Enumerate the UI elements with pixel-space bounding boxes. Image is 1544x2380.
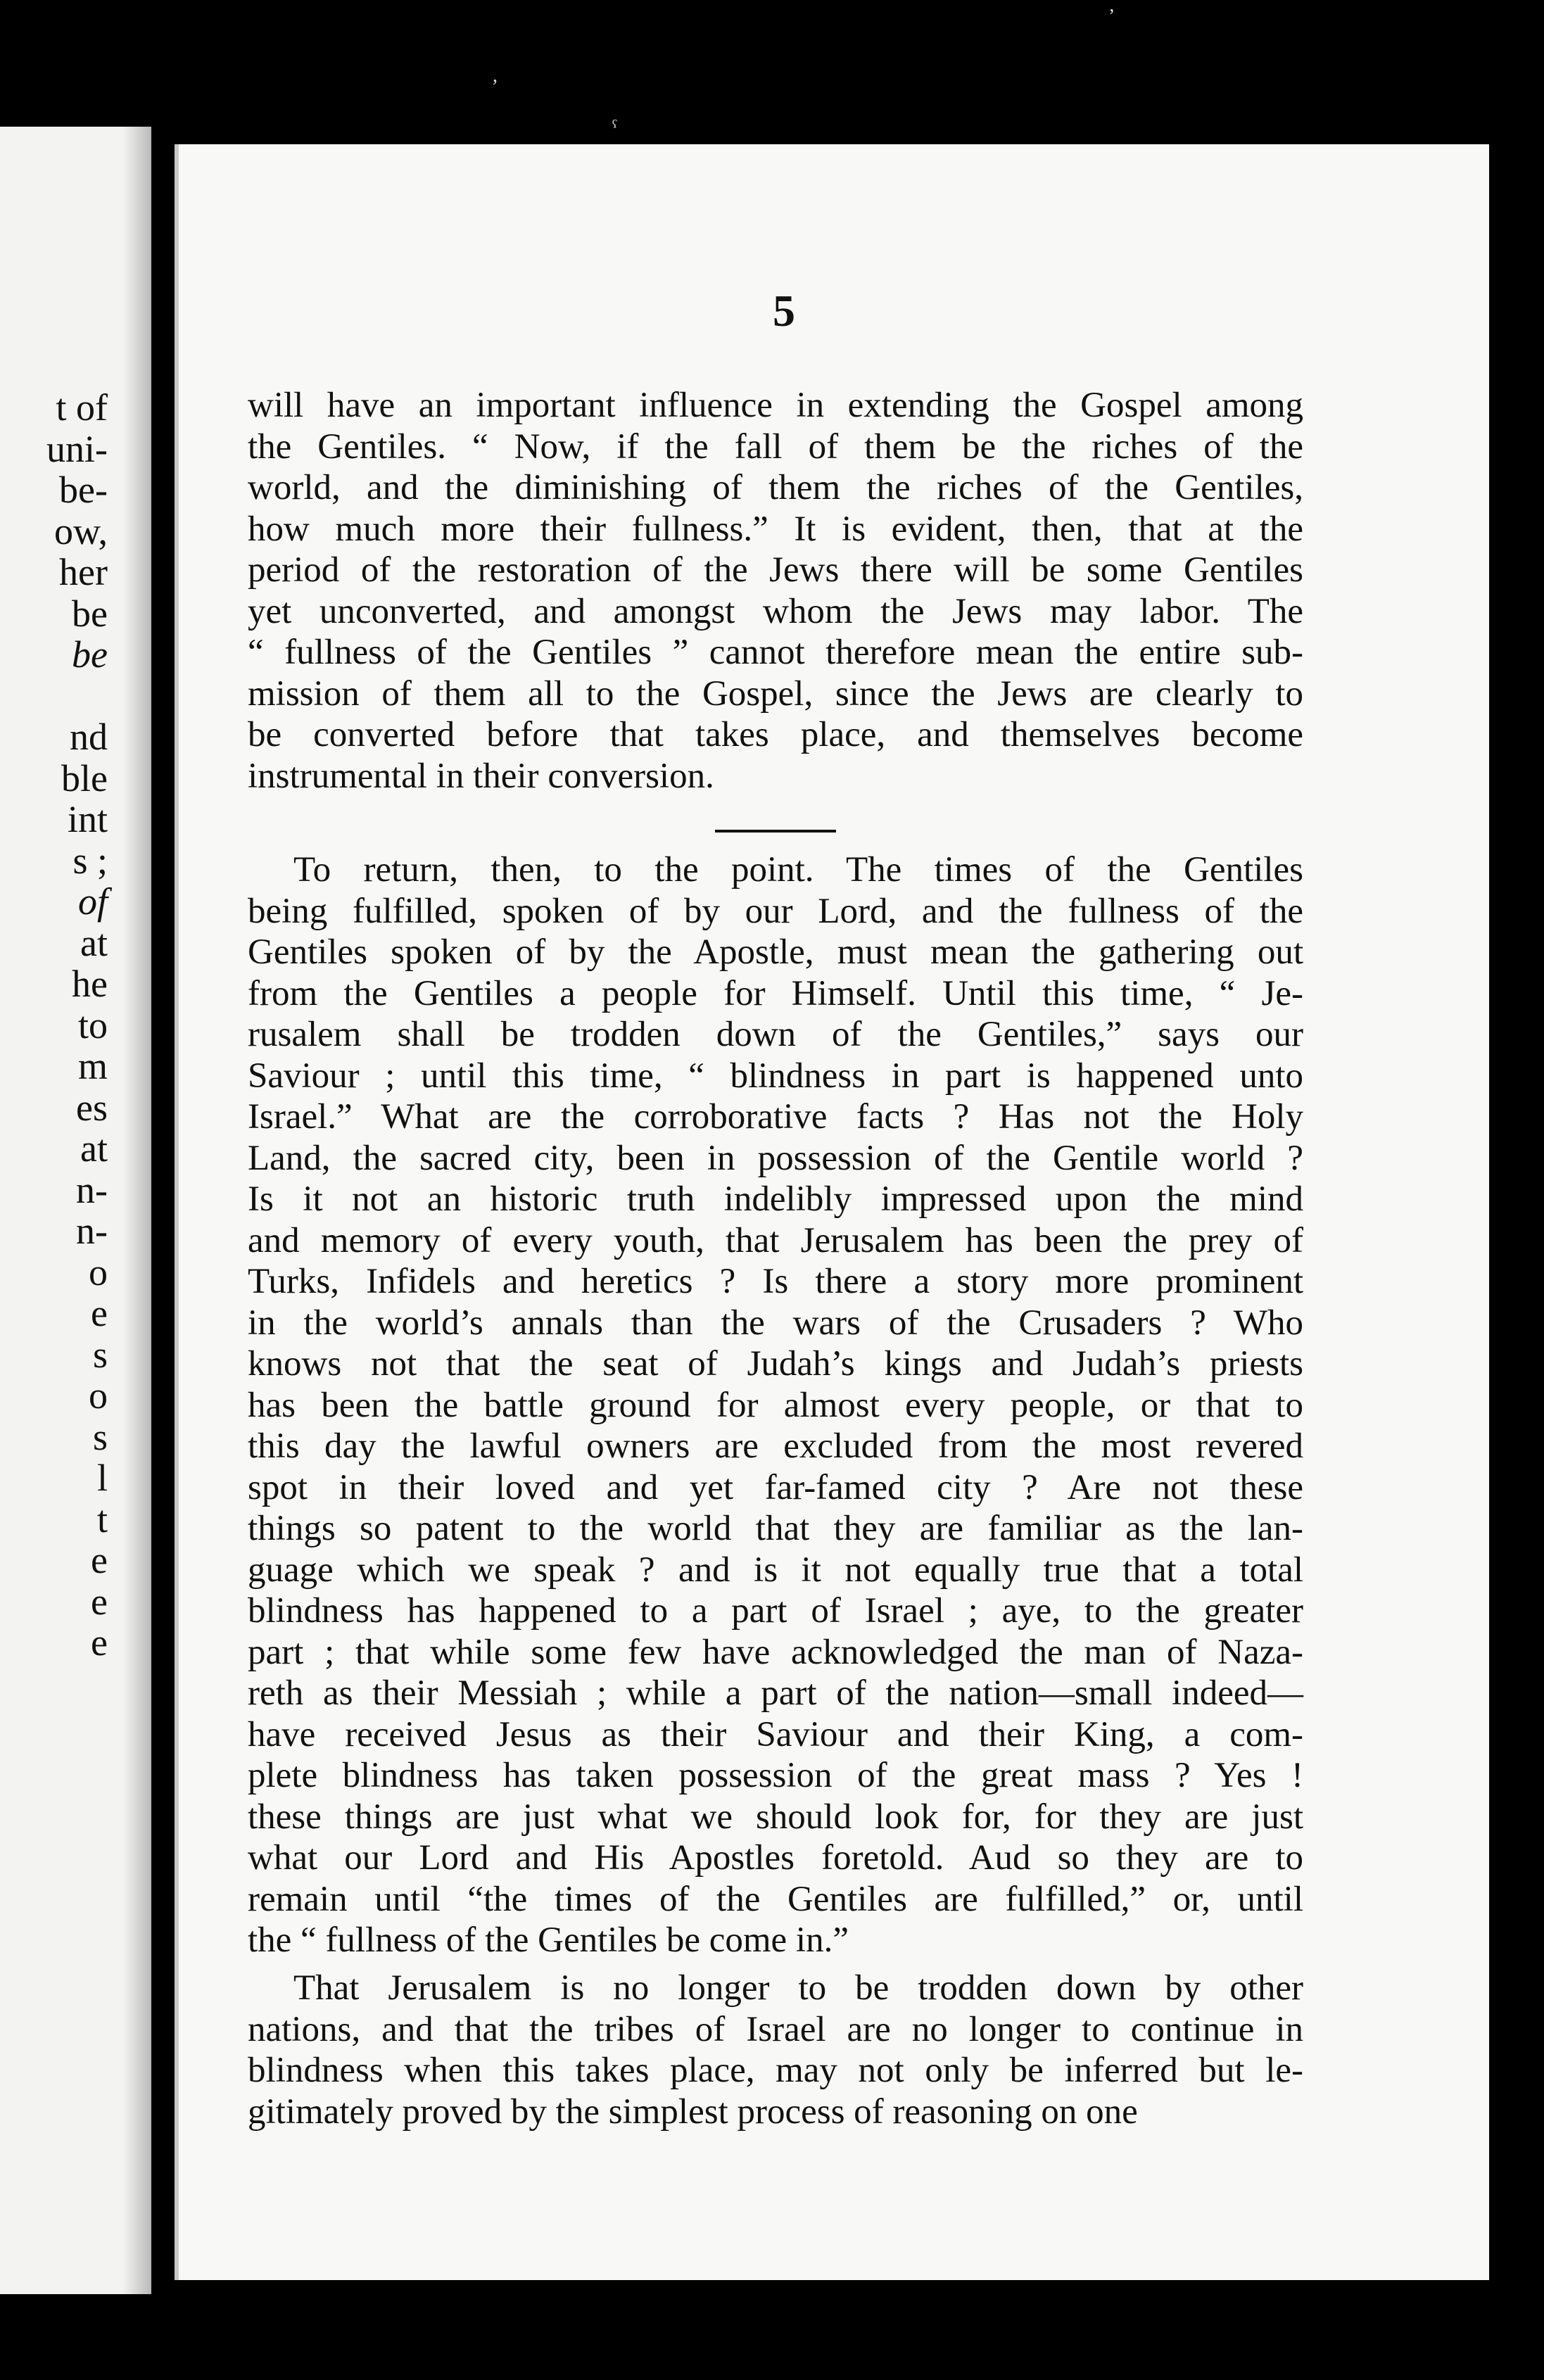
text-line: being fulfilled, spoken of by our Lord, and the fullness of the — [248, 891, 1303, 931]
text-line: reth as their Messiah ; while a part of the nation—small indeed— — [248, 1673, 1303, 1713]
left-page-fragment: n- — [76, 1168, 108, 1211]
scan-speck: ˤ — [612, 116, 617, 138]
text-line: and memory of every youth, that Jerusalem has been the prey of — [248, 1220, 1303, 1260]
text-line: mission of them all to the Gospel, since the Jews are clearly to — [248, 673, 1303, 714]
left-page-fragment: n- — [76, 1210, 108, 1252]
text-line: To return, then, to the point. The times of the Gentiles — [293, 850, 1303, 890]
text-line: world, and the diminishing of them the riches of the Gentiles, — [248, 468, 1303, 507]
text-line: spot in their loved and yet far-famed city ? Are not these — [248, 1467, 1303, 1507]
paragraph-3 — [248, 1968, 1303, 2132]
scan-speck: ʼ — [1108, 6, 1115, 27]
left-page-fragment: be — [72, 633, 108, 676]
text-line: in the world’s annals than the wars of the Crusaders ? Who — [248, 1303, 1303, 1343]
text-line: plete blindness has taken possession of the great mass ? Yes ! — [248, 1756, 1303, 1795]
section-divider — [715, 830, 836, 833]
left-page-fragment: be- — [59, 469, 108, 511]
scan-speck: , — [493, 65, 498, 87]
text-line: Turks, Infidels and heretics ? Is there a story more prominent — [248, 1262, 1303, 1301]
text-line: this day the lawful owners are excluded from the most revered — [248, 1426, 1303, 1466]
left-page-fragment: e — [91, 1621, 108, 1664]
text-line: Israel.” What are the corroborative facts ? Has not the Holy — [248, 1097, 1303, 1137]
text-line: guage which we speak ? and is it not equally true that a total — [248, 1550, 1303, 1590]
text-line: remain until “the times of the Gentiles are fulfilled,” or, until — [248, 1879, 1303, 1919]
left-page — [0, 127, 151, 2294]
left-page-fragment: e — [91, 1580, 108, 1623]
page-number: 5 — [773, 286, 795, 336]
text-line: be converted before that takes place, and themselves become — [248, 715, 1303, 754]
left-page-fragment: m — [77, 1045, 108, 1087]
text-line: rusalem shall be trodden down of the Gentiles,” says our — [248, 1015, 1303, 1054]
left-page-fragment: t — [96, 1498, 108, 1540]
text-line: period of the restoration of the Jews there will be some Gentiles — [248, 550, 1303, 590]
text-line: what our Lord and His Apostles foretold. Aud so they are to — [248, 1838, 1303, 1878]
left-page-fragment: he — [72, 963, 108, 1005]
page-gutter — [123, 127, 151, 2294]
left-page-fragment: nd — [70, 716, 108, 758]
left-page-fragment: o — [89, 1251, 108, 1293]
text-line: nations, and that the tribes of Israel are no longer to continue in — [248, 2009, 1303, 2049]
left-page-fragment: int — [67, 798, 108, 840]
text-line: will have an important influence in extending the Gospel among — [248, 386, 1303, 425]
text-line: Saviour ; until this time, “ blindness in part is happened unto — [248, 1056, 1303, 1096]
left-page-fragment: e — [91, 1292, 108, 1334]
text-line: yet unconverted, and amongst whom the Jews may labor. The — [248, 591, 1303, 631]
left-page-fragment: s — [92, 1415, 108, 1458]
text-line: Is it not an historic truth indelibly impressed upon the mind — [248, 1179, 1303, 1219]
text-line: “ fullness of the Gentiles ” cannot therefore mean the entire sub- — [248, 633, 1303, 672]
left-page-fragment: her — [59, 551, 108, 593]
left-page-fragment: e — [91, 1539, 108, 1581]
text-line: knows not that the seat of Judah’s kings and Judah’s priests — [248, 1344, 1303, 1384]
left-page-fragment: uni- — [46, 427, 108, 470]
text-line: have received Jesus as their Saviour and their King, a com- — [248, 1714, 1303, 1754]
left-page-fragment: ow, — [54, 509, 108, 552]
left-page-fragment: o — [89, 1374, 108, 1417]
left-page-fragment: at — [80, 1127, 108, 1170]
left-page-fragment: ble — [61, 757, 108, 799]
text-line: has been the battle ground for almost every people, or that to — [248, 1385, 1303, 1425]
left-page-fragment: at — [80, 921, 108, 964]
paragraph-2 — [248, 849, 1303, 1961]
left-page-fragment — [2, 676, 108, 717]
left-page-fragment: s ; — [72, 839, 108, 882]
text-line: instrumental in their conversion. — [248, 756, 714, 796]
text-line: these things are just what we should look for, for they are just — [248, 1797, 1303, 1837]
text-line: how much more their fullness.” It is evident, then, that at the — [248, 509, 1303, 549]
text-line: part ; that while some few have acknowledged the man of Naza- — [248, 1632, 1303, 1672]
left-page-fragment: be — [72, 592, 108, 635]
text-line: Gentiles spoken of by the Apostle, must mean the gathering out — [248, 932, 1303, 972]
left-page-fragment: to — [77, 1004, 108, 1046]
text-line: blindness has happened to a part of Israel ; aye, to the greater — [248, 1591, 1303, 1631]
text-line: That Jerusalem is no longer to be trodden down by other — [293, 1968, 1303, 2008]
left-page-fragment: t of — [56, 386, 108, 429]
left-page-fragment: l — [96, 1457, 108, 1499]
text-line: Land, the sacred city, been in possession of the Gentile world ? — [248, 1138, 1303, 1178]
left-page-fragment: of — [77, 880, 108, 923]
text-line: the “ fullness of the Gentiles be come in.” — [248, 1920, 849, 1960]
text-line: the Gentiles. “ Now, if the fall of them be the riches of the — [248, 426, 1303, 467]
page — [175, 144, 1489, 2280]
left-page-fragment: es — [76, 1086, 108, 1129]
text-line: from the Gentiles a people for Himself. Until this time, “ Je- — [248, 973, 1303, 1013]
text-line: blindness when this takes place, may not only be inferred but le- — [248, 2051, 1303, 2090]
text-line: things so patent to the world that they are familiar as the lan- — [248, 1509, 1303, 1548]
text-line: gitimately proved by the simplest process of reasoning on one — [248, 2091, 1138, 2132]
left-page-fragment: s — [92, 1333, 108, 1376]
paragraph-1 — [248, 385, 1303, 797]
left-page-text-fragments — [2, 387, 108, 1664]
